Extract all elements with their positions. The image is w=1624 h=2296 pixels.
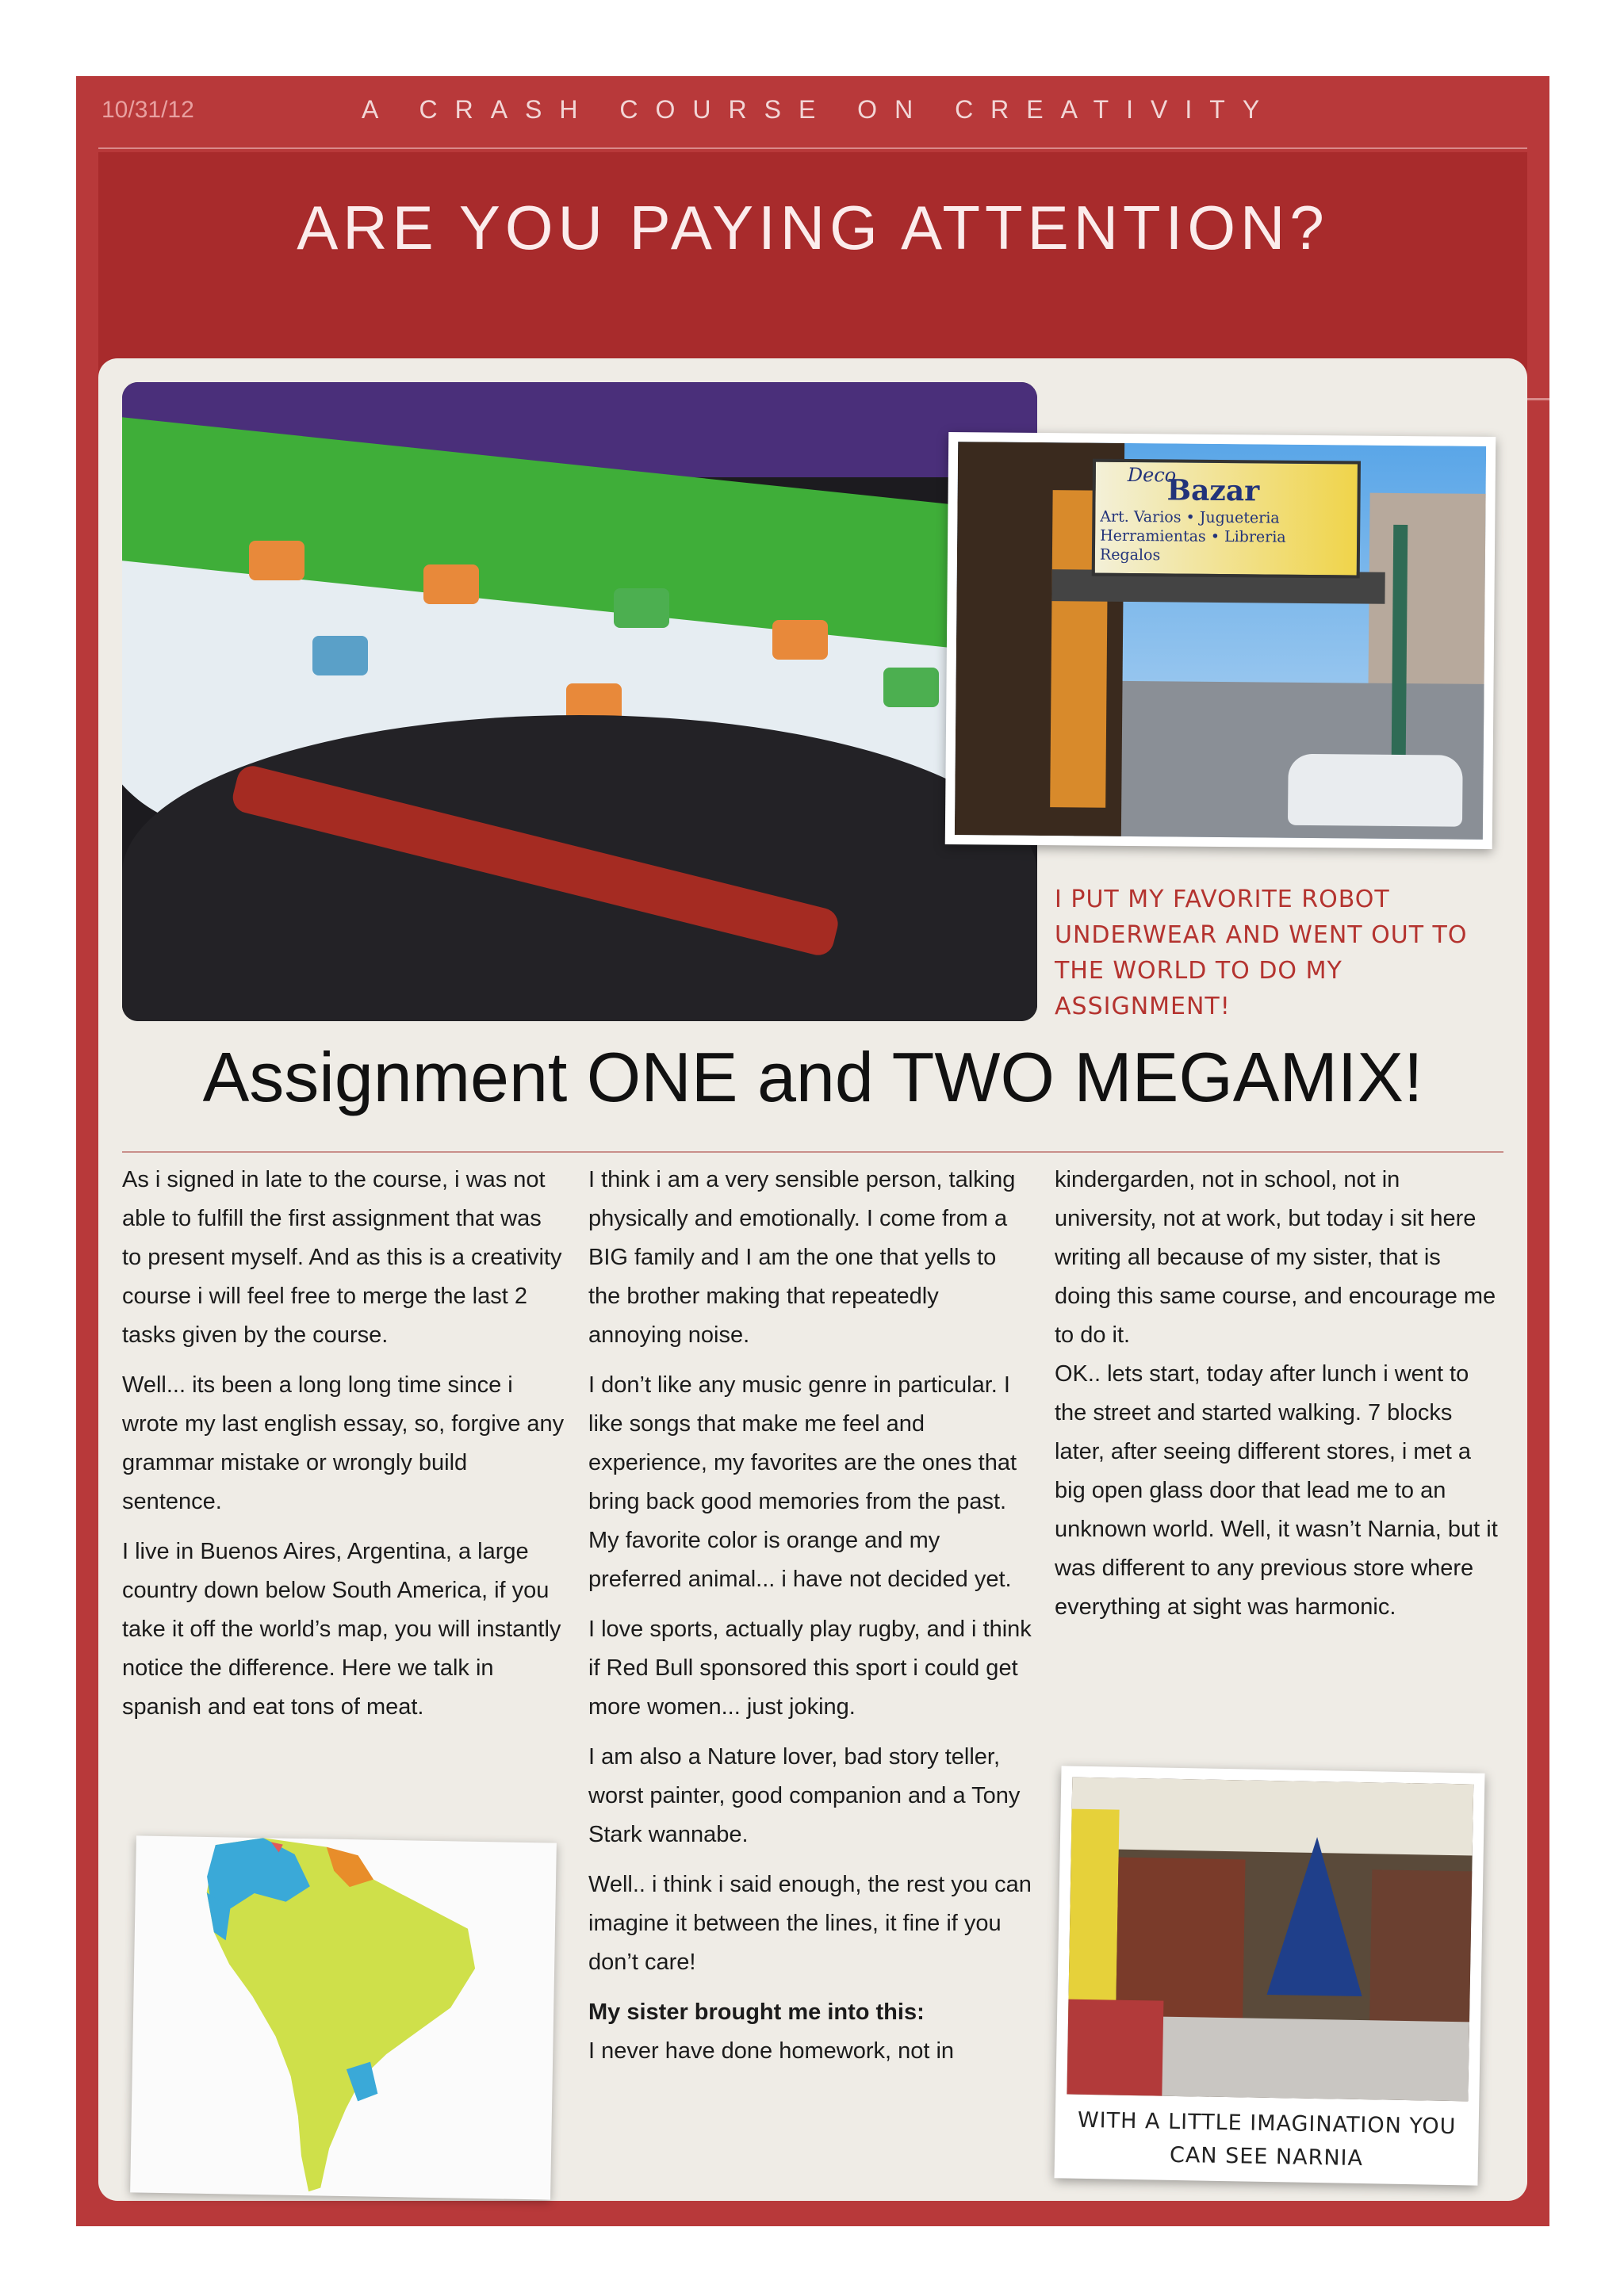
robot-underwear-photo [122,382,1037,1021]
article-title: Assignment ONE and TWO MEGAMIX! [202,1038,1423,1116]
page-frame [76,76,1549,2226]
paragraph: OK.. lets start, today after lunch i went to the street and started walking. 7 blocks later, after seeing different stores, i met a big open glass door that lead me to an unknown world. Well, it wasn’t Narnia, but it was different to any previous store where everything at sight was harmonic. [1055,1361,1498,1620]
paragraph: I live in Buenos Aires, Argentina, a large country down below South America, if you take it off the world’s map, you will instantly notice the difference. Here we talk in spanish and eat tons of meat. [122,1539,561,1720]
column-1 [122,1161,566,1738]
divider [122,1151,1503,1153]
paragraph: I love sports, actually play rugby, and i think if Red Bull sponsored this sport i could get more women... just joking. [588,1617,1032,1720]
course-name: A CRASH COURSE ON CREATIVITY [362,95,1277,124]
paragraph: I don’t like any music genre in particular. I like songs that make me feel and experience, my favorites are the ones that bring back good memories from the past. My favorite color is orange and my preferred animal... i have not decided yet. [588,1372,1017,1592]
south-america-map [130,1835,557,2199]
headline: ARE YOU PAYING ATTENTION? [297,193,1329,262]
paragraph: Well... its been a long long time since i wrote my last english essay, so, forgive any grammar mistake or wrongly build sentence. [122,1372,565,1514]
shop-sign: Deco Bazar Art. Varios • Jugueteria Herramientas • Libreria Regalos [1092,459,1361,579]
divider [98,147,1527,149]
content-panel [98,358,1527,2201]
column-2 [588,1161,1032,2082]
paragraph: I am also a Nature lover, bad story teller, worst painter, good companion and a Tony Stark wannabe. [588,1744,1021,1847]
paragraph: As i signed in late to the course, i was not able to fulfill the first assignment that was to present myself. And as this is a creativity course i will feel free to merge the last 2 tasks given by the course. [122,1167,562,1348]
deco-bazar-photo [945,432,1496,849]
christmas-tree-icon [1267,1836,1365,1996]
paragraph: I think i am a very sensible person, talking physically and emotionally. I come from a BIG family and I am the one that yells to the brother making that repeatedly annoying noise. [588,1167,1016,1348]
subheading: My sister brought me into this: [588,1999,925,2025]
narnia-store-photo [1055,1766,1485,2185]
paragraph: Well.. i think i said enough, the rest you can imagine it between the lines, it fine if you don’t care! [588,1872,1032,1975]
photo-caption: I PUT MY FAVORITE ROBOT UNDERWEAR AND WENT OUT TO THE WORLD TO DO MY ASSIGNMENT! [1055,886,1468,1020]
photo-caption: WITH A LITTLE IMAGINATION YOU CAN SEE NARNIA [1077,2107,1457,2172]
paragraph: kindergarden, not in school, not in university, not at work, but today i sit here writing all because of my sister, that is doing this same course, and encourage me to do it. [1055,1167,1496,1348]
issue-date: 10/31/12 [102,97,194,123]
paragraph: I never have done homework, not in [588,2038,955,2064]
map-graphic [130,1835,557,2199]
column-3 [1055,1161,1499,1638]
top-bar [76,76,1549,155]
